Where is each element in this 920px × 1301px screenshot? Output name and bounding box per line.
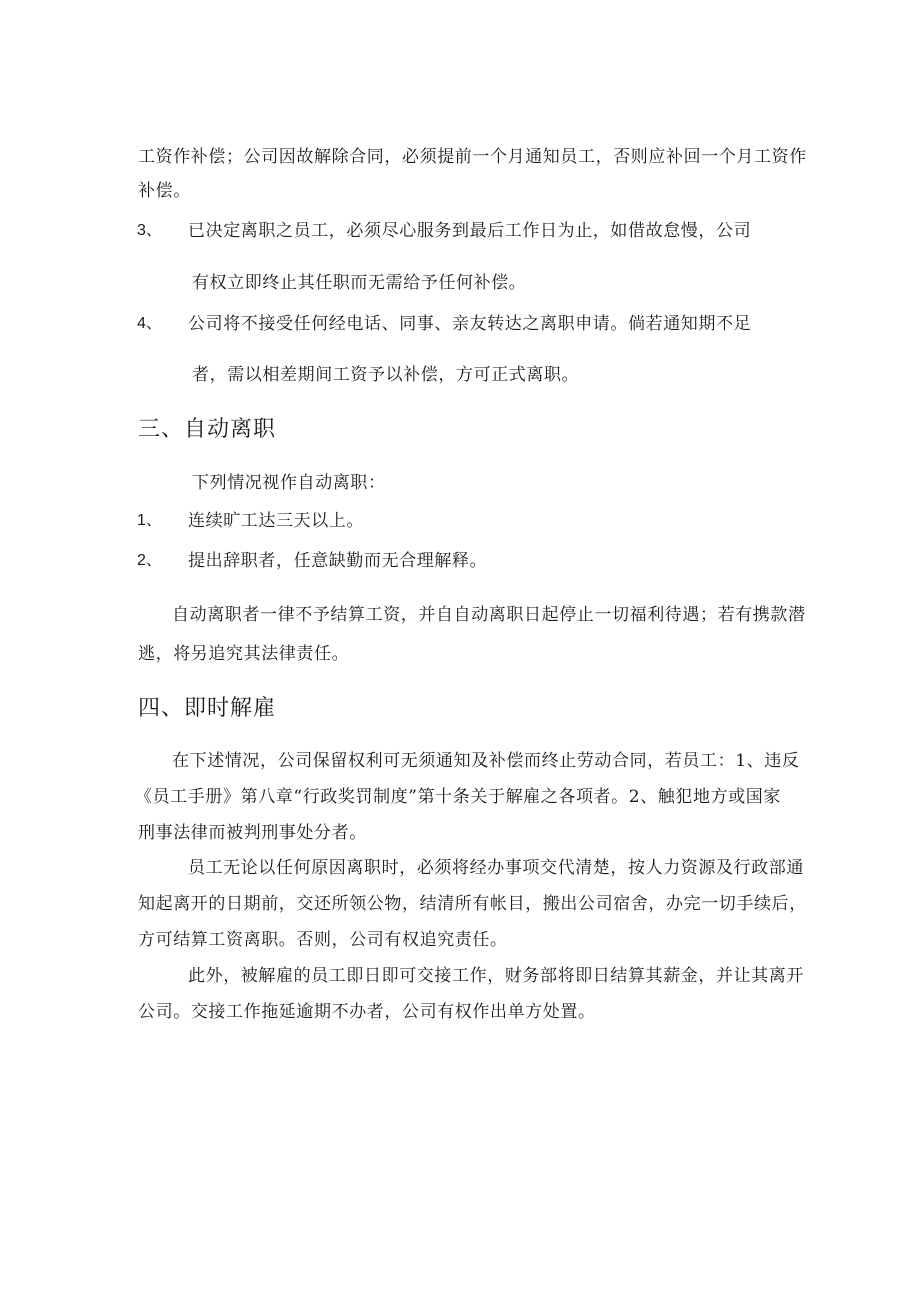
paragraph-line: 工资作补偿；公司因故解除合同，必须提前一个月通知员工，否则应补回一个月工资作 — [138, 147, 807, 167]
paragraph-line: 逃，将另追究其法律责任。 — [138, 644, 350, 664]
list-item-text: 已决定离职之员工，必须尽心服务到最后工作日为止，如借故怠慢，公司 — [188, 221, 752, 241]
paragraph-line: 补偿。 — [138, 181, 191, 201]
paragraph-line: 方可结算工资离职。否则，公司有权追究责任。 — [138, 930, 508, 950]
section-intro: 下列情况视作自动离职： — [192, 473, 386, 493]
list-item-text: 者，需以相差期间工资予以补偿，方可正式离职。 — [192, 365, 580, 385]
section-heading: 四、即时解雇 — [138, 696, 277, 721]
section-heading: 三、自动离职 — [138, 417, 277, 442]
list-item-text: 公司将不接受任何经电话、同事、亲友转达之离职申请。倘若通知期不足 — [188, 314, 752, 334]
paragraph-line: 自动离职者一律不予结算工资，并自自动离职日起停止一切福利待遇；若有携款潜 — [172, 605, 806, 625]
list-item-text: 连续旷工达三天以上。 — [188, 511, 364, 531]
paragraph-line: 知起离开的日期前，交还所领公物，结清所有帐目，搬出公司宿舍，办完一切手续后， — [138, 894, 807, 914]
list-number: 3、 — [137, 222, 162, 239]
list-item-text: 提出辞职者，任意缺勤而无合理解释。 — [188, 551, 488, 571]
list-number: 1、 — [137, 512, 162, 529]
paragraph-line: 员工无论以任何原因离职时，必须将经办事项交代清楚，按人力资源及行政部通 — [188, 858, 804, 878]
paragraph-line: 公司。交接工作拖延逾期不办者，公司有权作出单方处置。 — [138, 1002, 596, 1022]
list-number: 2、 — [137, 552, 162, 569]
paragraph-line: 此外，被解雇的员工即日即可交接工作，财务部将即日结算其薪金，并让其离开 — [188, 966, 804, 986]
list-item-text: 有权立即终止其任职而无需给予任何补偿。 — [192, 273, 527, 293]
paragraph-line: 刑事法律而被判刑事处分者。 — [138, 823, 367, 843]
paragraph-line: 在下述情况，公司保留权利可无须通知及补偿而终止劳动合同，若员工：1、违反 — [172, 751, 800, 771]
paragraph-line: 《员工手册》第八章“行政奖罚制度”第十条关于解雇之各项者。2、触犯地方或国家 — [135, 787, 781, 807]
list-number: 4、 — [137, 315, 162, 332]
